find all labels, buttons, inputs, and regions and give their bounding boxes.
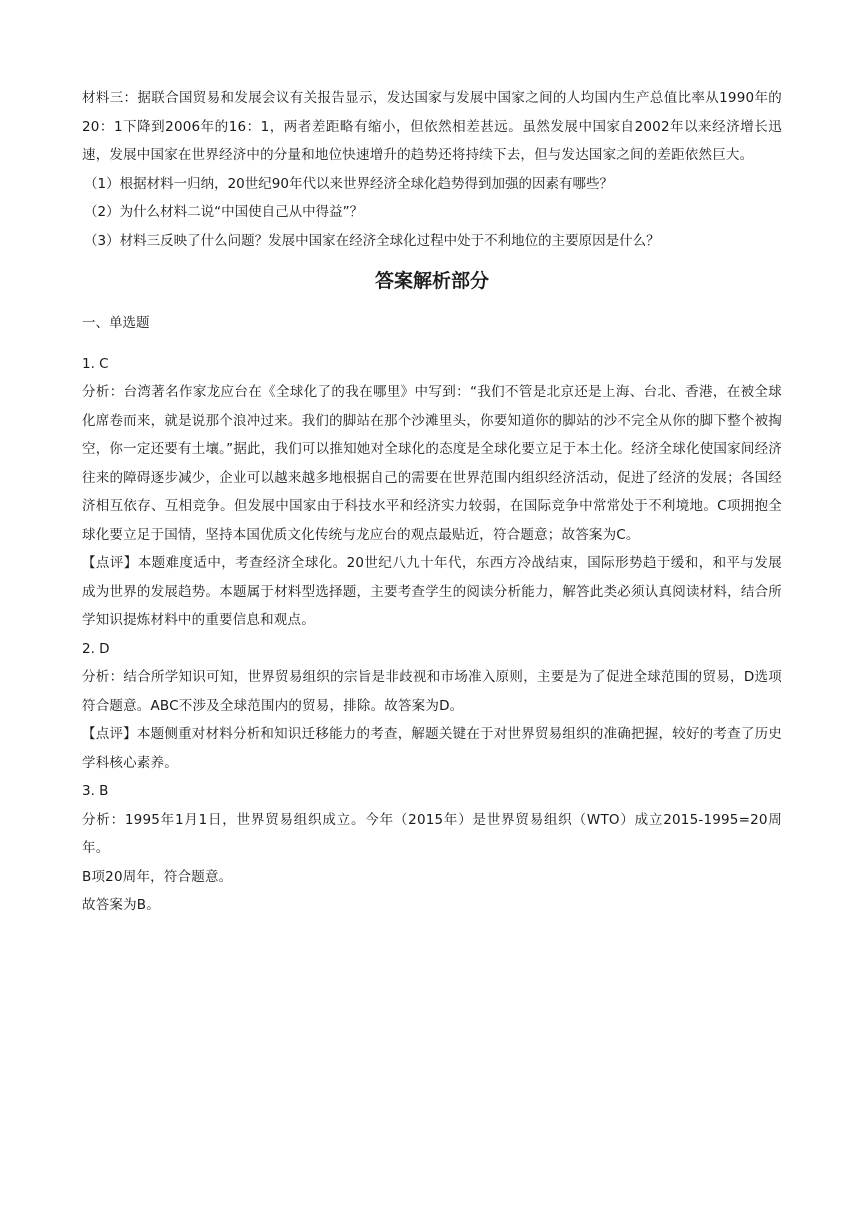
section-heading: 一、单选题: [82, 315, 150, 331]
answer-section-title: 答案解析部分: [374, 270, 489, 292]
comment-1: 【点评】本题难度适中，考查经济全球化。20世纪八九十年代，东西方冷战结束，国际形势趋于缓和，和平与发展成为世界的发展趋势。本题属于材料型选择题，主要考查学生的阅读分析能力，解答此类必须认真阅读材料，结合所学知识提炼材料中的重要信息和观点。: [82, 555, 782, 628]
answer-1: 1. C: [82, 355, 109, 372]
answer-3: 3. B: [82, 783, 109, 799]
question-3: （3）材料三反映了什么问题？发展中国家在经济全球化过程中处于不利地位的主要原因是什么？: [84, 232, 660, 249]
analysis-3-line-3: 故答案为B。: [82, 897, 160, 913]
material-three-paragraph: 材料三：据联合国贸易和发展会议有关报告显示，发达国家与发展中国家之间的人均国内生产总值比率从1990年的20：1下降到2006年的16：1，两者差距略有缩小，但依然相差甚远。虽然发展中国家自2002年以来经济增长迅速，发展中国家在世界经济中的分量和地位快速增升的趋势还将持续下去，但与发达国家之间的差距依然巨大。: [82, 90, 782, 163]
analysis-1: 分析：台湾著名作家龙应台在《全球化了的我在哪里》中写到：“我们不管是北京还是上海、台北、香港，在被全球化席卷而来，就是说那个浪冲过来。我们的脚站在那个沙滩里头，你要知道你的脚站的沙不完全从你的脚下整个被掏空，你一定还要有土壤。”据此，我们可以推知她对全球化的态度是全球化要立足于本土化。经济全球化使国家间经济往来的障碍逐步减少，企业可以越来越多地根据自己的需要在世界范围内组织经济活动，促进了经济的发展；各国经济相互依存、互相竞争。但发展中国家由于科技水平和经济实力较弱，在国际竞争中常常处于不利境地。C项拥抱全球化要立足于国情，坚持本国优质文化传统与龙应台的观点最贴近，符合题意；故答案为C。: [82, 384, 782, 543]
analysis-2: 分析：结合所学知识可知，世界贸易组织的宗旨是非歧视和市场准入原则，主要是为了促进全球范围的贸易，D选项符合题意。ABC不涉及全球范围内的贸易，排除。故答案为D。: [82, 669, 782, 714]
question-1: （1）根据材料一归纳，20世纪90年代以来世界经济全球化趋势得到加强的因素有哪些？: [84, 175, 613, 192]
analysis-3-line-2: B项20周年，符合题意。: [82, 868, 233, 885]
answer-2: 2. D: [82, 640, 110, 657]
analysis-3: 分析：1995年1月1日，世界贸易组织成立。今年（2015年）是世界贸易组织（WTO）成立2015-1995=20周年。: [82, 811, 782, 856]
question-2: （2）为什么材料二说“中国使自己从中得益”？: [84, 204, 364, 220]
comment-2: 【点评】本题侧重对材料分析和知识迁移能力的考查，解题关键在于对世界贸易组织的准确把握，较好的考查了历史学科核心素养。: [82, 726, 782, 771]
document-page: [82, 84, 782, 920]
